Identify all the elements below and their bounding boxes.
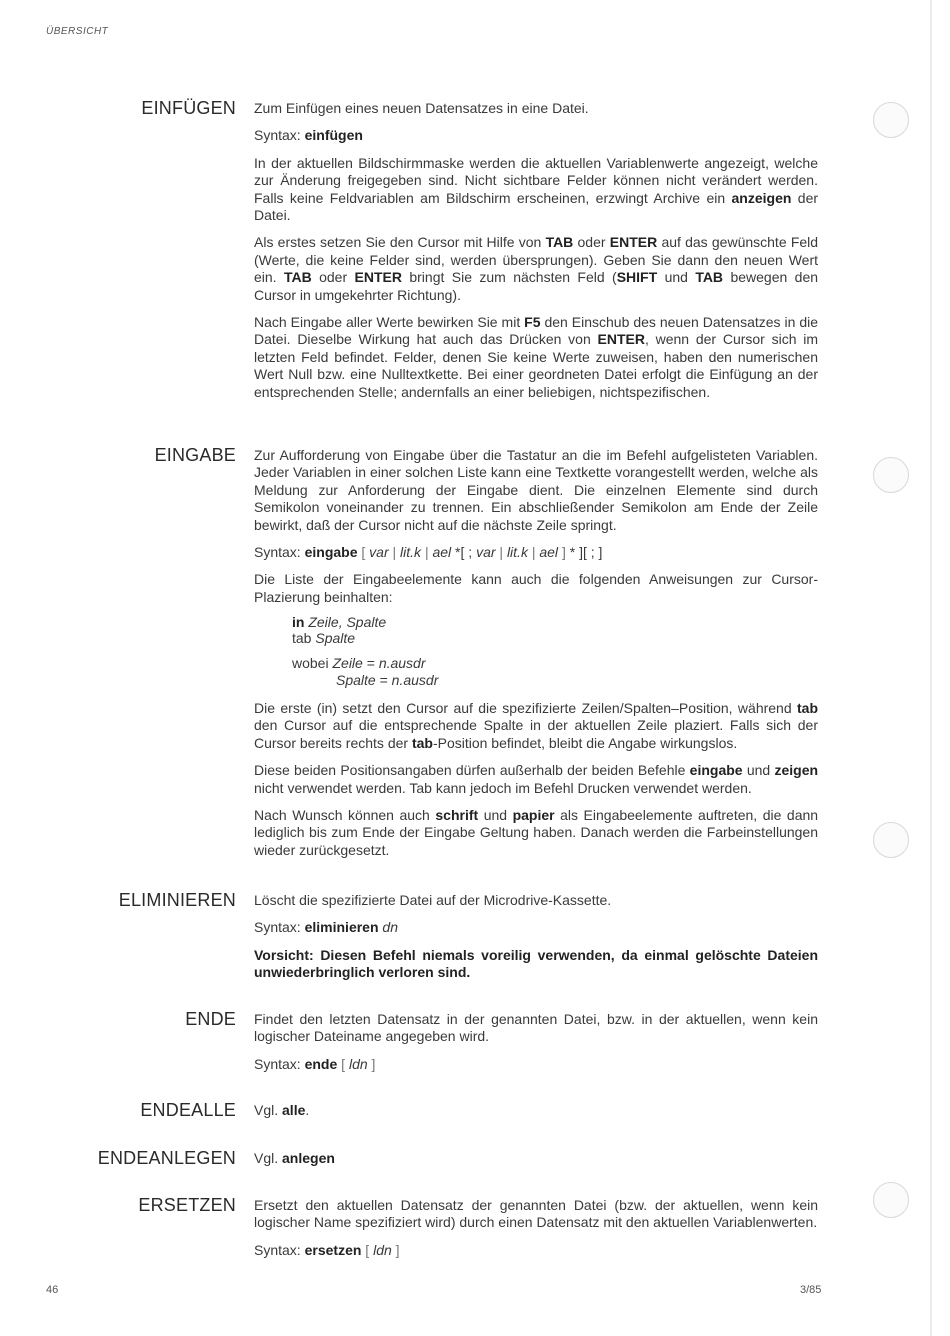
page-edge [930, 0, 932, 1336]
intro-text: Findet den letzten Datensatz in der genannten Datei, bzw. in der aktuellen, wenn kein logischer Dateiname angegeben wird. [254, 1011, 818, 1045]
intro-text: Zum Einfügen eines neuen Datensatzes in eine Datei. [254, 100, 589, 116]
paragraph: In der aktuellen Bildschirmmaske werden die aktuellen Variablenwerte angezeigt, welche zur Änderung freigegeben sind. Nicht sichtbare Felder können nicht verändert werden. Falls keine Feldvariablen am Bildschirm erscheinen, erzwingt Archive ein anzeigen der Datei. [254, 154, 819, 224]
intro-text: Löscht die spezifizierte Datei auf der Microdrive-Kassette. [254, 892, 612, 908]
intro-text: Ersetzt den aktuellen Datensatz der genannten Datei (bzw. der aktuellen, wenn kein logischer Name spezifiziert wird) durch einen Datensatz mit den aktuellen Variablenwerten. [254, 1197, 818, 1231]
keyword-einfuegen: EINFÜGEN [141, 98, 236, 118]
syntax-line: Syntax: eliminieren dn [254, 919, 398, 936]
page-number: 46 [46, 1284, 59, 1296]
entry-body [254, 447, 818, 869]
syntax-line: Syntax: einfügen [254, 127, 363, 144]
syntax-line: Syntax: ersetzen [ ldn ] [254, 1241, 400, 1258]
paragraph: Die Liste der Eingabeelemente kann auch die folgenden Anweisungen zur Cursor-Plazierung beinhalten: [254, 571, 818, 605]
syntax-line: Syntax: ende [ ldn ] [254, 1055, 376, 1072]
reference-line: Vgl. anlegen [254, 1150, 335, 1166]
edition-date: 3/85 [800, 1284, 822, 1296]
entry-body [254, 1102, 818, 1129]
keyword-eliminieren: ELIMINIEREN [118, 890, 236, 910]
paragraph: Als erstes setzen Sie den Cursor mit Hilfe von TAB oder ENTER auf das gewünschte Feld (Werte, die keine Felder sind, werden übersprungen). Geben Sie dann den neuen Wert ein. TAB oder ENTER bringt Sie zum nächsten Feld (SHIFT und TAB bewegen den Cursor in umgekehrter Richtung). [254, 234, 819, 303]
entry-body [254, 1197, 818, 1269]
reference-line: Vgl. alle. [254, 1102, 310, 1118]
punch-hole [873, 102, 909, 138]
warning-text: Vorsicht: Diesen Befehl niemals voreilig verwenden, da einmal gelöschte Dateien unwiederbringlich verloren sind. [254, 946, 818, 981]
paragraph: Diese beiden Positionsangaben dürfen außerhalb der beiden Befehle eingabe und zeigen nicht verwendet werden. Tab kann jedoch im Befehl Drucken verwendet werden. [254, 762, 819, 796]
punch-hole [873, 457, 909, 493]
entry-body [254, 892, 818, 992]
keyword-eingabe: EINGABE [154, 445, 236, 465]
keyword-ende: ENDE [185, 1009, 236, 1029]
paragraph: Nach Eingabe aller Werte bewirken Sie mit F5 den Einschub des neuen Datensatzes in die Datei. Dieselbe Wirkung hat auch das Drücken von ENTER, wenn der Cursor sich im letzten Feld befindet. Felder, denen Sie keine Werte zuweisen, haben den numerischen Wert Null bzw. eine Nulltextkette. Bei einer geordneten Datei erfolgt die Einfügung an der entsprechenden Stelle; andernfalls an einer beliebigen, nichtspezifischen. [254, 314, 819, 400]
cursor-tab-statement: tab Spalte [292, 629, 356, 646]
entry-body [254, 100, 818, 411]
punch-hole [873, 1182, 909, 1218]
wobei-line: wobei Zeile = n.ausdr [292, 655, 426, 672]
punch-hole [873, 822, 909, 858]
section-header: ÜBERSICHT [46, 26, 109, 37]
paragraph: Nach Wunsch können auch schrift und papier als Eingabeelemente auftreten, die dann lediglich bis zum Ende der Eingabe Geltung haben. Danach werden die Farbeinstellungen wieder zurückgesetzt. [254, 806, 819, 858]
wobei-line: Spalte = n.ausdr [336, 672, 439, 689]
syntax-line: Syntax: eingabe [ var | lit.k | ael *[ ; var | lit.k | ael ] * ][ ; ] [254, 544, 603, 561]
cursor-in-statement: in Zeile, Spalte [292, 614, 387, 631]
entry-body [254, 1150, 818, 1177]
intro-text: Zur Aufforderung von Eingabe über die Tastatur an die im Befehl aufgelisteten Variablen. Jeder Variablen in einer solchen Liste kann eine Textkette vorangestellt werden, welche als Meldung zur Anforderung der Eingabe dient. Die einzelnen Elemente sind durch Semikolon voneinander zu trennen. Ein abschließender Semikolon am Ende der Zeile bewirkt, daß der Cursor nicht auf die nächste Zeile springt. [254, 447, 818, 533]
paragraph: Die erste (in) setzt den Cursor auf die spezifizierte Zeilen/Spalten–Position, während tab den Cursor auf die entsprechende Spalte in der aktuellen Zeile plaziert. Falls sich der Cursor bereits rechts der tab-Position befindet, bleibt die Angabe wirkungslos. [254, 699, 819, 751]
keyword-ersetzen: ERSETZEN [138, 1195, 236, 1215]
keyword-endealle: ENDEALLE [140, 1100, 236, 1120]
keyword-endeanlegen: ENDEANLEGEN [97, 1148, 236, 1168]
entry-body [254, 1011, 818, 1083]
